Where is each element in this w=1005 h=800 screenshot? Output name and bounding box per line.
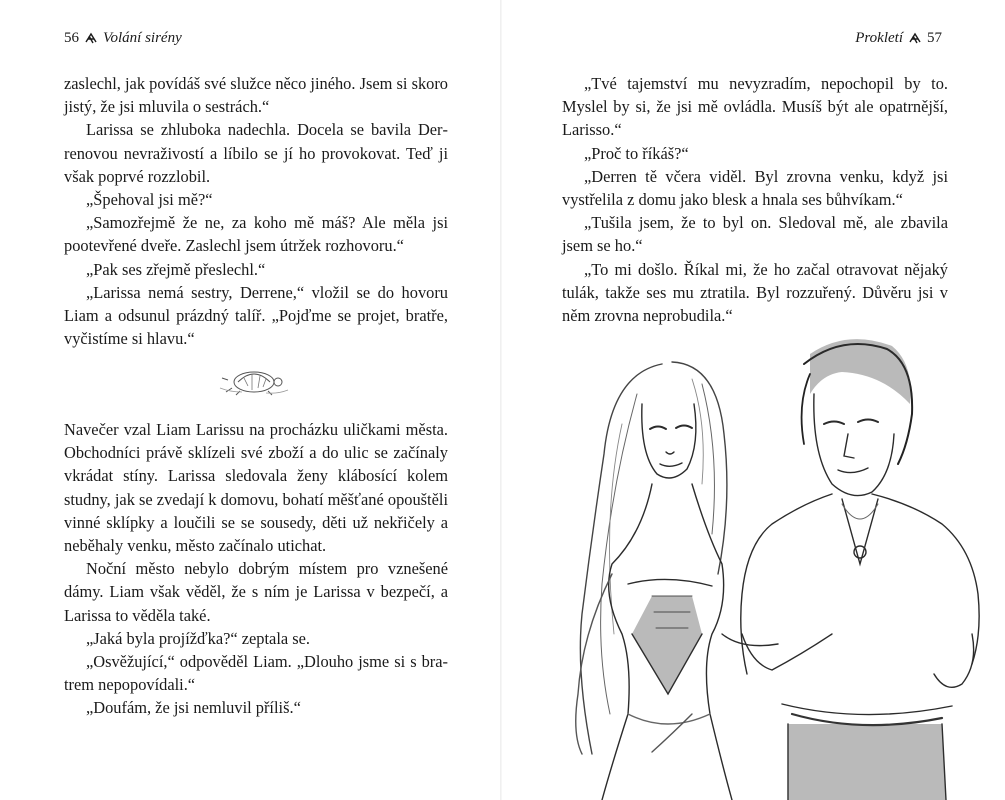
left-block1-paragraph: „Špehoval jsi mě?“ bbox=[86, 190, 213, 210]
right-block1-paragraph: „Derren tě včera viděl. Byl zrovna venku, když jsi vystřelila z domu jako blesk a hnala ses bůhvíkam.“ bbox=[562, 166, 948, 210]
right-block1-paragraph: „To mi došlo. Říkal mi, že ho začal otravovat nějaký tulák, takže ses mu ztratila. Byl rozzuřený. Důvěru jsi v něm zrovna neprobudila.“ bbox=[562, 259, 948, 326]
running-title: Prokletí bbox=[855, 30, 903, 46]
left-block1-paragraph: Larissa se zhluboka nadechla. Docela se bavila Derrenovou nevraživostí a líbilo se jí ho provokovat. Teď ji však poprvé rozzlobil. bbox=[64, 120, 448, 186]
left-block2-paragraph: „Doufám, že jsi nemluvil příliš.“ bbox=[86, 698, 301, 718]
fleuron-icon bbox=[908, 31, 922, 45]
left-block1-paragraph: „Samozřejmě že ne, za koho mě máš? Ale měla jsi pootevřené dveře. Zaslechl jsem útržek rozhovoru.“ bbox=[64, 213, 448, 256]
left-block2-paragraph: „Osvěžující,“ odpověděl Liam. „Dlouho jsme si s bratrem nepopovídali.“ bbox=[64, 652, 448, 695]
left-page bbox=[0, 0, 500, 800]
left-block1-paragraph: „Larissa nemá sestry, Derrene,“ vložil se do hovoru Liam a odsunul prázdný talíř. „Pojďme se projet, bratře, vyčistíme si hlavu.“ bbox=[64, 282, 448, 349]
page-number: 56 bbox=[64, 30, 79, 46]
left-page-header bbox=[64, 28, 182, 48]
right-block1-paragraph: „Tvé tajemství mu nevyzradím, nepochopil by to. Myslel by si, že jsi mě ovládla. Musíš být ale opatrnější, Larisso.“ bbox=[562, 74, 948, 140]
fleuron-icon bbox=[84, 31, 98, 45]
page-number: 57 bbox=[927, 30, 942, 46]
right-block1-paragraph: „Proč to říkáš?“ bbox=[584, 143, 689, 163]
left-block2-paragraph: Navečer vzal Liam Larissu na procházku uličkami města. Obchodníci právě sklízeli své zboží a do ulic se začínaly vkrádat stíny. Larissa sledovala ženy klábosící kolem studny, jak se zvedají k domovu, bohatí měšťané opouštěli vinné sklípky a loučili se se sousedy, děti už nekřičely a neběhaly venku, město začínalo utichat. bbox=[64, 420, 448, 556]
running-title: Volání sirény bbox=[103, 30, 182, 46]
left-block2-paragraph: Noční město nebylo dobrým místem pro vznešené dámy. Liam však věděl, že s ním je Larissa v bezpečí, a Larissa to věděla také. bbox=[64, 559, 448, 625]
right-page bbox=[502, 0, 1005, 800]
right-page-header bbox=[855, 28, 942, 48]
couple-illustration bbox=[542, 334, 1002, 800]
turtle-ornament-icon bbox=[218, 362, 290, 398]
left-block1-paragraph: „Pak ses zřejmě přeslechl.“ bbox=[86, 259, 266, 279]
left-block2-paragraph: „Jaká byla projížďka?“ zeptala se. bbox=[86, 628, 311, 648]
left-text-block-1 bbox=[64, 72, 448, 350]
right-block1-paragraph: „Tušila jsem, že to byl on. Sledoval mě, ale zbavila jsem se ho.“ bbox=[562, 213, 948, 256]
left-text-block-2 bbox=[64, 418, 448, 720]
right-text-block-1 bbox=[562, 72, 948, 327]
left-block1-paragraph: zaslechl, jak povídáš své služce něco jiného. Jsem si skoro jistý, že jsi mluvila o sestrách.“ bbox=[64, 74, 448, 117]
